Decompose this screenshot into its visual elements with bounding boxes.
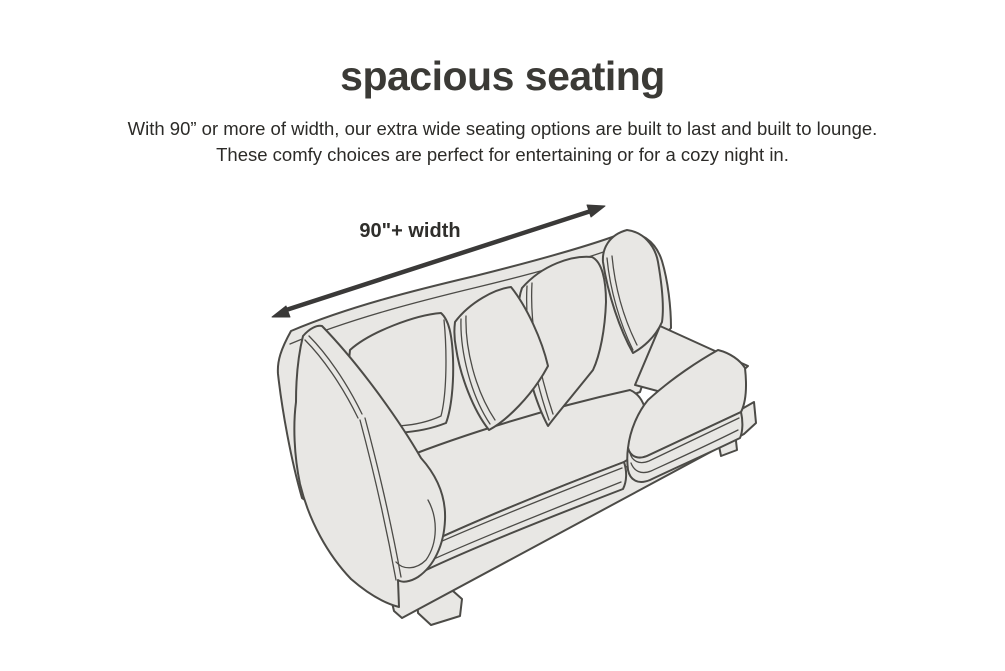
dimension-label: 90"+ width xyxy=(359,220,461,242)
description-line-1: With 90” or more of width, our extra wide seating options are built to last and built to lounge. xyxy=(127,118,878,139)
description-line-2: These comfy choices are perfect for entertaining or for a cozy night in. xyxy=(216,144,789,165)
arrow-head-right xyxy=(587,205,605,217)
page-title: spacious seating xyxy=(340,53,665,99)
